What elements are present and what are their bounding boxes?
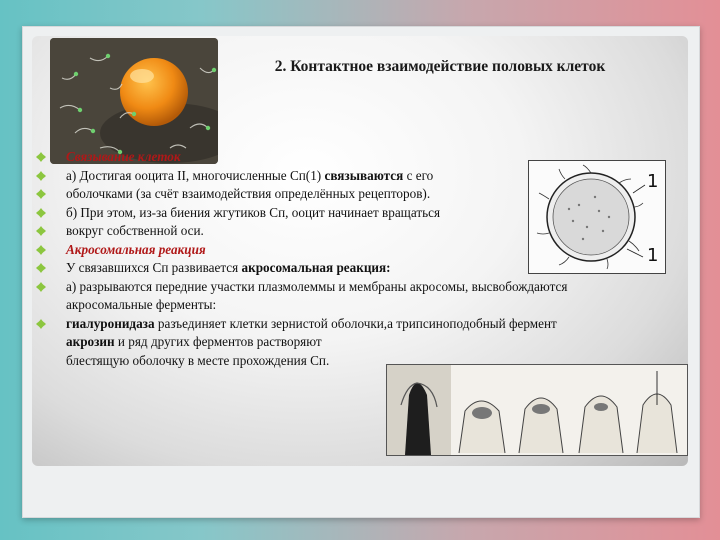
egg-photo-drawing xyxy=(50,38,218,164)
bullet-text: б) При этом, из-за биения жгутиков Сп, ооцит начинает вращаться xyxy=(66,204,441,220)
bullet-icon xyxy=(36,152,46,162)
bullet-text-bold: связываются xyxy=(324,167,404,183)
acrosome-reaction-figure xyxy=(386,364,688,456)
bullet-text: а) разрываются передние участки плазмолеммы и мембраны акросомы, высвобождаются xyxy=(66,278,568,294)
figure-label: 1 xyxy=(647,171,659,192)
bullet-text-bold: акросомальная реакция: xyxy=(241,260,391,275)
bullet-text: Связывание клеток xyxy=(66,149,181,164)
oocyte-drawing xyxy=(529,161,665,273)
bullet-icon xyxy=(36,189,46,199)
bullet-text: разъединяет клетки зернистой оболочки,а трипсиноподобный фермент xyxy=(154,315,557,331)
bullet-text: вокруг собственной оси. xyxy=(66,223,204,238)
bullet-text: Акросомальная реакция xyxy=(66,241,206,257)
bullet-icon xyxy=(36,245,46,255)
oocyte-figure xyxy=(528,160,666,274)
figure-label: 1 xyxy=(647,245,659,266)
bullet-text: акросомальные ферменты: xyxy=(66,297,217,312)
bullet-icon xyxy=(36,226,46,236)
egg-photo xyxy=(50,38,218,164)
acrosome-drawing xyxy=(387,365,687,455)
bullet-text: а) Достигая ооцита II, многочисленные Сп(1) xyxy=(66,167,325,183)
bullet-continuation xyxy=(36,333,696,352)
bullet-text-bold: гиалуронидаза xyxy=(66,315,155,331)
bullet-icon xyxy=(36,319,46,329)
bullet-icon xyxy=(36,282,46,292)
slide-title: 2. Контактное взаимодействие половых клеток xyxy=(274,58,606,75)
bullet-text: с его xyxy=(403,167,434,183)
bullet-text: и ряд других ферментов растворяют xyxy=(114,334,322,349)
bullet-text: У связавшихся Сп развивается xyxy=(66,260,242,275)
bullet-text-bold: акрозин xyxy=(66,334,115,349)
bullet-icon xyxy=(36,263,46,273)
bullet-icon xyxy=(36,171,46,181)
bullet-text: блестящую оболочку в месте прохождения Сп. xyxy=(66,352,330,368)
bullet-item xyxy=(36,315,696,334)
bullet-icon xyxy=(36,208,46,218)
bullet-item xyxy=(36,278,696,297)
bullet-continuation xyxy=(36,296,696,315)
yolk xyxy=(120,58,188,126)
bullet-text: оболочками (за счёт взаимодействия определённых рецепторов). xyxy=(66,186,431,201)
